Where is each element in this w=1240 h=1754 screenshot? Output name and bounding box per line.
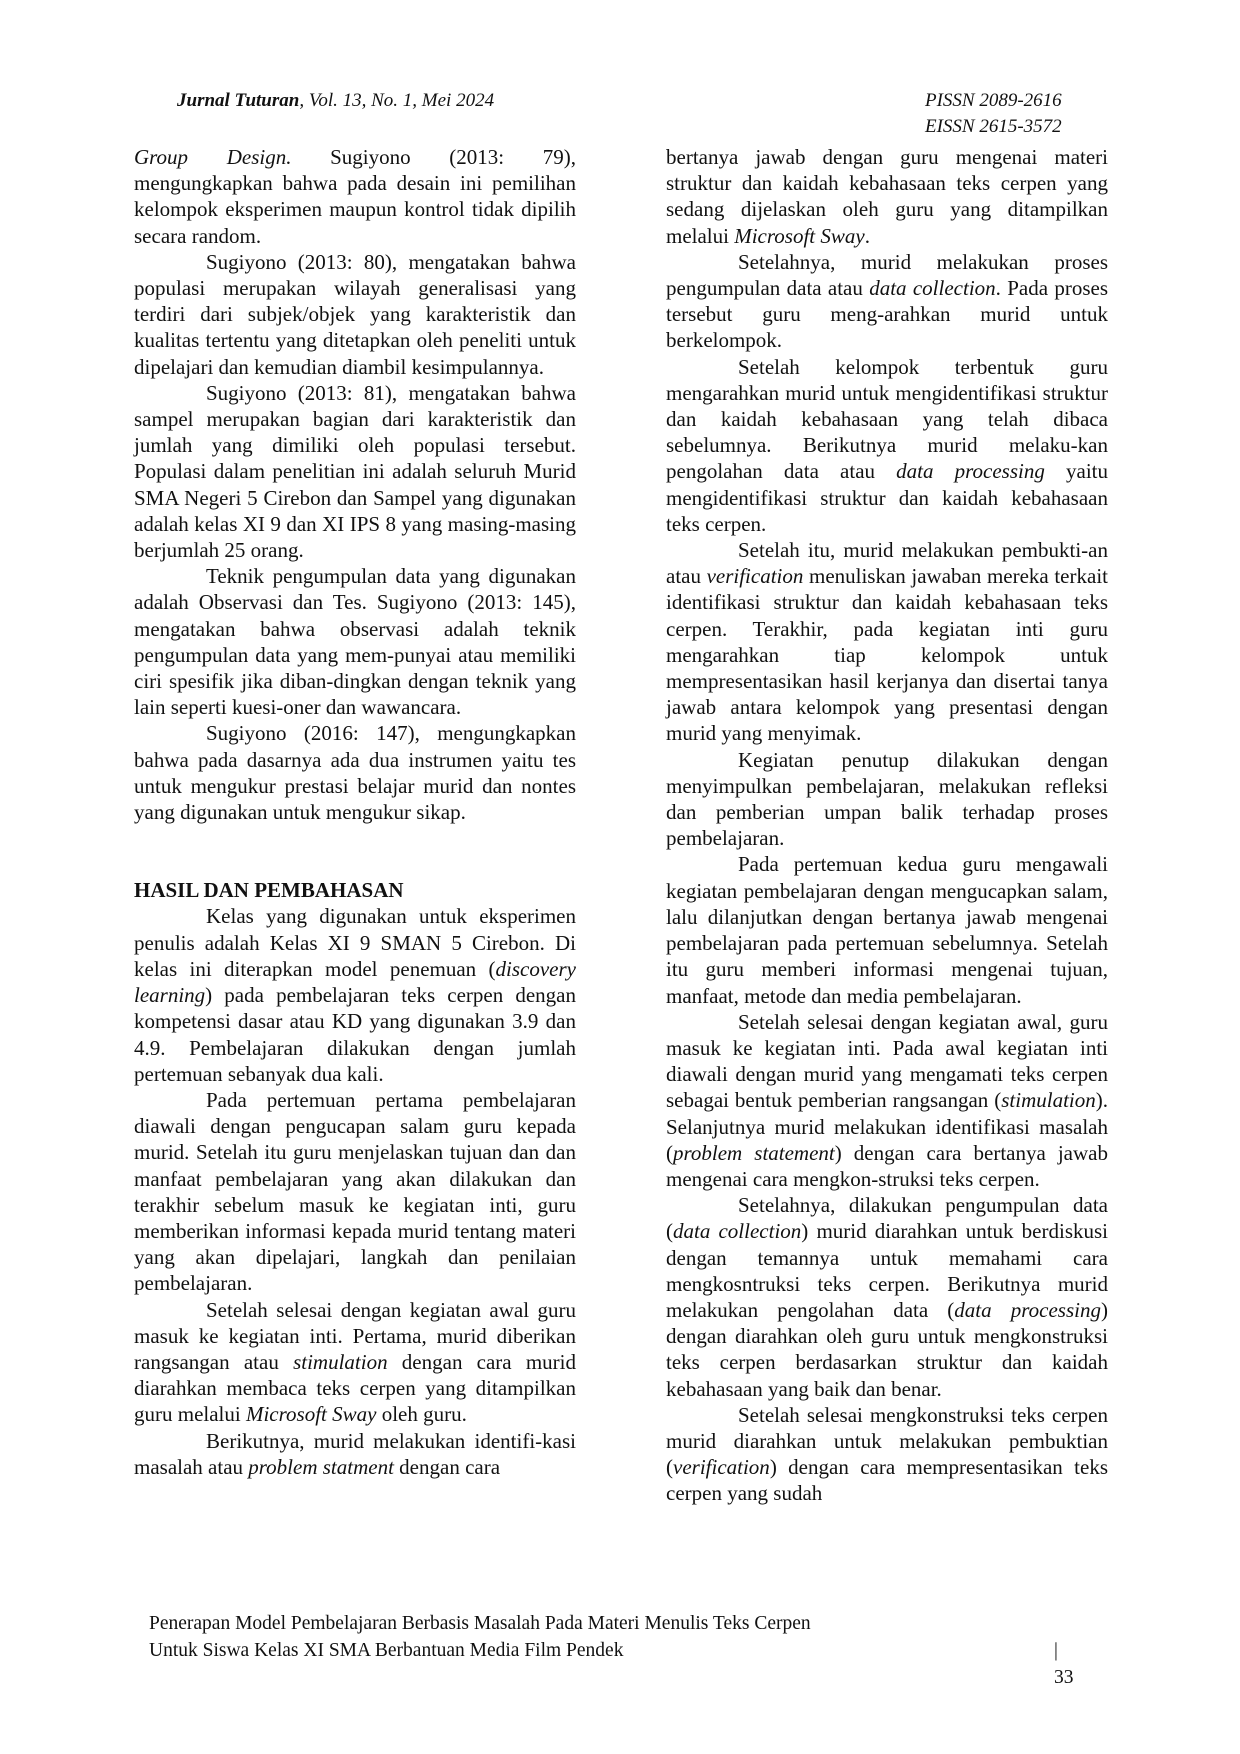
italic-term: Microsoft Sway xyxy=(734,223,865,248)
paragraph-text: Setelah itu, murid melakukan pembukti-an atau xyxy=(666,538,1108,589)
paragraph xyxy=(666,144,1108,249)
paragraph xyxy=(666,354,1108,537)
paragraph xyxy=(666,249,1108,354)
section-heading: HASIL DAN PEMBAHASAN xyxy=(134,878,404,903)
paragraph-text: Setelah selesai mengkonstruksi teks cerpen murid diarahkan untuk melakukan pembuktian ( xyxy=(666,1402,1108,1480)
spacer xyxy=(134,825,576,851)
paragraph-text: Sugiyono (2013: 79), mengungkapkan bahwa pada desain ini pemilihan kelompok eksperimen maupun kontrol tidak dipilih secara random. xyxy=(134,145,576,248)
paragraph-text: ) dengan cara mempresentasikan teks cerpen yang sudah xyxy=(666,1455,1108,1506)
paragraph: Teknik pengumpulan data yang digunakan adalah Observasi dan Tes. Sugiyono (2013: 145), mengatakan bahwa observasi adalah teknik pengumpulan data yang mem-punyai atau memiliki ciri spesifik jika diban-dingkan dengan teknik yang lain seperti kuesi-oner dan wawancara. xyxy=(134,564,576,720)
italic-term: data processing xyxy=(954,1297,1101,1322)
pissn: PISSN 2089-2616 xyxy=(925,90,1062,111)
paragraph: Sugiyono (2016: 147), mengungkapkan bahwa pada dasarnya ada dua instrumen yaitu tes untuk mengukur prestasi belajar murid dan nontes yang digunakan untuk mengukur sikap. xyxy=(134,721,576,825)
paragraph-text: Setelah kelompok terbentuk guru mengarahkan murid untuk mengidentifikasi struktur dan kaidah kebahasaan yang telah dibaca sebelumnya. Berikutnya murid melaku-kan pengolahan data atau xyxy=(666,354,1108,484)
paragraph-text: ) murid diarahkan untuk berdiskusi dengan temannya untuk memahami cara mengkosntruksi teks cerpen. Berikutnya murid melakukan pengolahan data ( xyxy=(666,1219,1109,1322)
paragraph-text: ) dengan cara bertanya jawab mengenai cara mengkon-struksi teks cerpen. xyxy=(666,1140,1108,1191)
paragraph: Kegiatan penutup dilakukan dengan menyimpulkan pembelajaran, melakukan refleksi dan pemberian umpan balik terhadap proses pembelajaran. xyxy=(666,747,1108,851)
paragraph: Pada pertemuan pertama pembelajaran diawali dengan pengucapan salam guru kepada murid. Setelah itu guru menjelaskan tujuan dan dan manfaat pembelajaran yang akan dilakukan dan terakhir sebelum masuk ke kegiatan inti, guru memberikan informasi kepada murid tentang materi yang akan dipelajari, langkah dan penilaian pembelajaran. xyxy=(134,1087,576,1296)
paragraph xyxy=(666,1009,1108,1192)
journal-name: Jurnal Tuturan xyxy=(177,90,300,111)
paragraph-text: Setelahnya, murid melakukan proses pengumpulan data atau xyxy=(666,249,1108,301)
paragraph-text: ). Selanjutnya murid melakukan identifikasi masalah ( xyxy=(666,1088,1108,1165)
italic-term: verification xyxy=(706,564,804,589)
page-number: | 33 xyxy=(1054,1640,1074,1688)
right-column xyxy=(666,144,1108,1507)
footer-title-line1: Penerapan Model Pembelajaran Berbasis Masalah Pada Materi Menulis Teks Cerpen xyxy=(149,1613,811,1634)
paragraph-text: dengan cara murid diarahkan membaca teks cerpen yang ditampilkan guru melalui xyxy=(134,1349,577,1427)
left-column xyxy=(134,144,576,1480)
paragraph xyxy=(134,1428,576,1480)
paragraph xyxy=(666,1402,1108,1507)
paragraph: Sugiyono (2013: 81), mengatakan bahwa sampel merupakan bagian dari karakteristik dan jumlah yang dimiliki oleh populasi tersebut. Populasi dalam penelitian ini adalah seluruh Murid SMA Negeri 5 Cirebon dan Sampel yang digunakan adalah kelas XI 9 dan XI IPS 8 yang masing-masing berjumlah 25 orang. xyxy=(134,380,576,563)
issn-header xyxy=(925,88,1062,140)
paragraph-text: bertanya jawab dengan guru mengenai materi struktur dan kaidah kebahasaan teks cerpen yang sedang dijelaskan oleh guru yang ditampilkan melalui xyxy=(666,145,1108,248)
italic-term: Microsoft Sway xyxy=(245,1402,377,1427)
paragraph-text: Berikutnya, murid melakukan identifi-kasi masalah atau xyxy=(134,1428,576,1479)
paragraph xyxy=(134,1297,576,1428)
italic-term: verification xyxy=(673,1455,770,1480)
italic-term: Group Design. xyxy=(134,145,292,169)
paragraph-text: Setelah selesai dengan kegiatan awal, guru masuk ke kegiatan inti. Pada awal kegiatan inti diawali dengan murid yang mengamati teks cerpen sebagai bentuk pemberian rangsangan ( xyxy=(666,1009,1108,1113)
paragraph: Pada pertemuan kedua guru mengawali kegiatan pembelajaran dengan mengucapkan salam, lalu dilanjutkan dengan bertanya jawab mengenai pembelajaran pada pertemuan sebelumnya. Setelah itu guru memberi informasi mengenai tujuan, manfaat, metode dan media pembelajaran. xyxy=(666,852,1108,1008)
paragraph: Sugiyono (2013: 80), mengatakan bahwa populasi merupakan wilayah generalisasi yang terdiri dari subjek/objek yang karakteristik dan kualitas tertentu yang ditetapkan oleh peneliti untuk dipelajari dan kemudian diambil kesimpulannya. xyxy=(134,249,576,379)
page-footer xyxy=(149,1610,1079,1688)
journal-header xyxy=(177,88,494,114)
paragraph-text: . Pada proses tersebut guru meng-arahkan murid untuk berkelompok. xyxy=(666,276,1109,353)
paragraph-text: Kelas yang digunakan untuk eksperimen penulis adalah Kelas XI 9 SMAN 5 Cirebon. Di kelas ini diterapkan model penemuan ( xyxy=(134,904,576,981)
italic-term: stimulation xyxy=(293,1349,388,1374)
paragraph-text: ) dengan diarahkan oleh guru untuk mengkonstruksi teks cerpen berdasarkan struktur dan kaidah kebahasaan yang baik dan benar. xyxy=(666,1297,1108,1401)
journal-volume: , Vol. 13, No. 1, Mei 2024 xyxy=(299,90,495,111)
italic-term: discovery learning xyxy=(134,956,576,1008)
paragraph-text: Setelah selesai dengan kegiatan awal guru masuk ke kegiatan inti. Pertama, murid diberikan rangsangan atau xyxy=(134,1297,576,1374)
eissn: EISSN 2615-3572 xyxy=(925,116,1062,137)
paragraph-text: Setelahnya, dilakukan pengumpulan data ( xyxy=(666,1193,1108,1244)
paragraph-text: oleh guru. xyxy=(376,1402,467,1427)
paragraph-text: . xyxy=(864,223,870,248)
paragraph xyxy=(134,903,576,1086)
paragraph xyxy=(134,144,576,249)
italic-term: problem statement xyxy=(673,1140,835,1165)
italic-term: problem statment xyxy=(248,1454,394,1479)
footer-title-line2: Untuk Siswa Kelas XI SMA Berbantuan Media Film Pendek xyxy=(149,1640,624,1661)
paragraph-text: yaitu mengidentifikasi struktur dan kaidah kebahasaan teks cerpen. xyxy=(666,459,1108,536)
italic-term: stimulation xyxy=(1001,1088,1096,1113)
paragraph xyxy=(666,1192,1108,1402)
paragraph-text: dengan cara xyxy=(393,1454,501,1479)
paragraph xyxy=(666,537,1108,747)
italic-term: data processing xyxy=(896,459,1045,484)
paragraph-text: ) pada pembelajaran teks cerpen dengan kompetensi dasar atau KD yang digunakan 3.9 dan 4.9. Pembelajaran dilakukan dengan jumlah pertemuan sebanyak dua kali. xyxy=(134,983,576,1086)
italic-term: data collection xyxy=(673,1219,802,1244)
italic-term: data collection xyxy=(869,276,996,301)
paragraph-text: menuliskan jawaban mereka terkait identifikasi struktur dan kaidah kebahasaan teks cerpen. Terakhir, pada kegiatan inti guru mengarahkan tiap kelompok untuk mempresentasikan hasil kerjanya dan disertai tanya jawab antara kelompok yang presentasi dengan murid yang menyimak. xyxy=(666,564,1108,746)
